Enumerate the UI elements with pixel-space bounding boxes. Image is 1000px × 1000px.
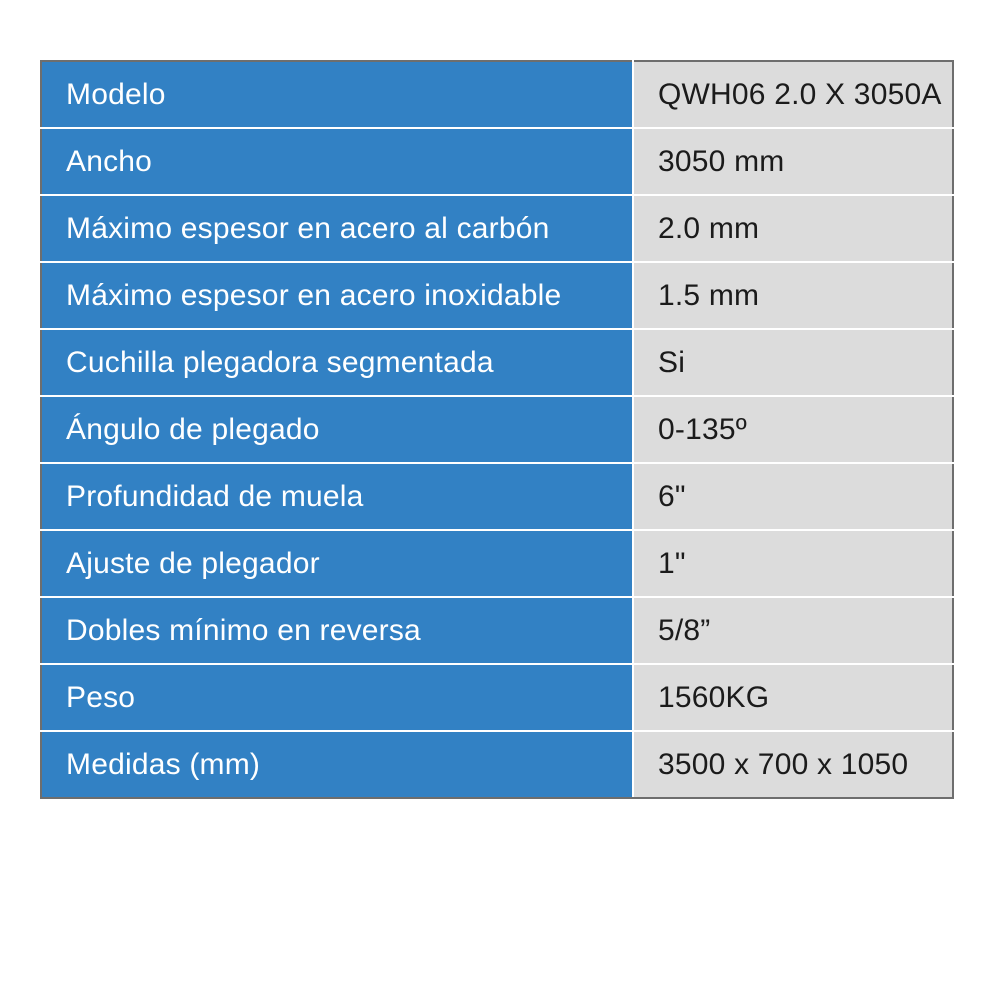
specifications-table-body: [41, 61, 953, 798]
spec-value: 2.0 mm: [633, 195, 953, 262]
spec-label: Dobles mínimo en reversa: [41, 597, 633, 664]
table-row: [41, 731, 953, 798]
table-row: [41, 597, 953, 664]
spec-label: Cuchilla plegadora segmentada: [41, 329, 633, 396]
spec-label: Modelo: [41, 61, 633, 128]
spec-label: Profundidad de muela: [41, 463, 633, 530]
spec-value: Si: [633, 329, 953, 396]
spec-value: 6": [633, 463, 953, 530]
spec-label: Ajuste de plegador: [41, 530, 633, 597]
specifications-table: [40, 60, 954, 799]
spec-value: 1560KG: [633, 664, 953, 731]
spec-label: Máximo espesor en acero al carbón: [41, 195, 633, 262]
table-row: [41, 262, 953, 329]
table-row: [41, 61, 953, 128]
table-row: [41, 664, 953, 731]
table-row: [41, 396, 953, 463]
table-row: [41, 329, 953, 396]
spec-value: 3050 mm: [633, 128, 953, 195]
spec-value: QWH06 2.0 X 3050A: [633, 61, 953, 128]
spec-value: 3500 x 700 x 1050: [633, 731, 953, 798]
spec-label: Ancho: [41, 128, 633, 195]
spec-label: Medidas (mm): [41, 731, 633, 798]
table-row: [41, 530, 953, 597]
spec-value: 0-135º: [633, 396, 953, 463]
spec-label: Ángulo de plegado: [41, 396, 633, 463]
spec-value: 1": [633, 530, 953, 597]
table-row: [41, 463, 953, 530]
spec-label: Peso: [41, 664, 633, 731]
spec-label: Máximo espesor en acero inoxidable: [41, 262, 633, 329]
table-row: [41, 195, 953, 262]
spec-value: 5/8”: [633, 597, 953, 664]
spec-value: 1.5 mm: [633, 262, 953, 329]
table-row: [41, 128, 953, 195]
